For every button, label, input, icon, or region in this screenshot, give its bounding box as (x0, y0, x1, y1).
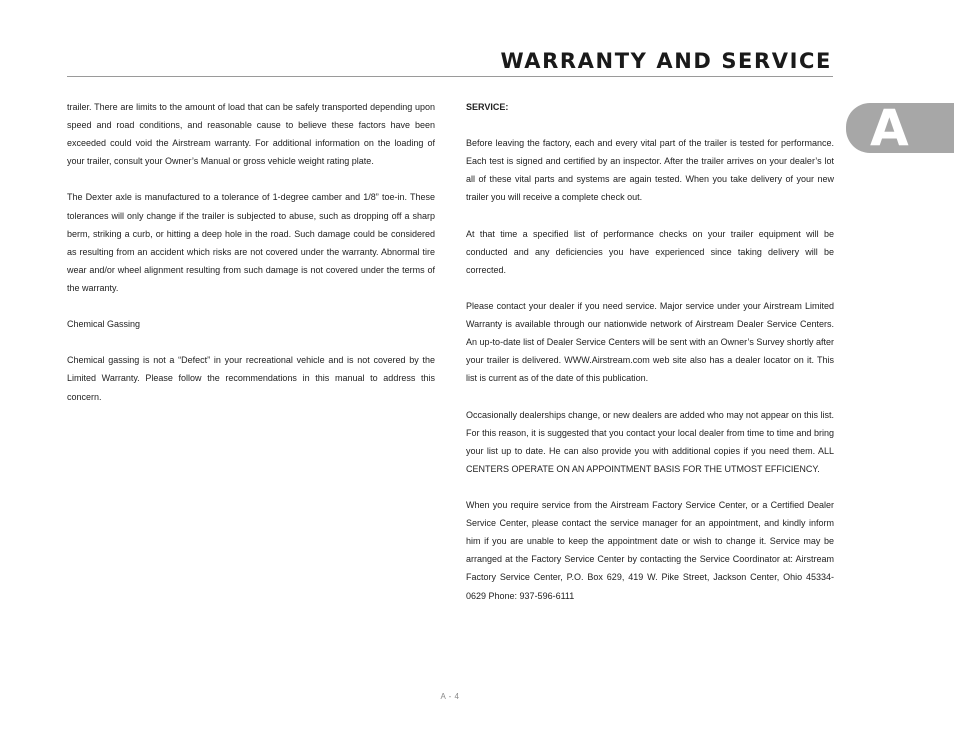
right-column (466, 98, 834, 623)
body-paragraph: Before leaving the factory, each and every vital part of the trailer is tested for performance. Each test is signed and certified by an inspector. After the trailer arrives on your dealer’s lot all of these vital parts and systems are again tested. When you take delivery of your new trailer you will receive a complete check out. (466, 138, 834, 203)
left-column (67, 98, 435, 424)
section-tab-letter: A (870, 99, 909, 157)
section-heading: SERVICE: (466, 102, 509, 112)
page-number: A - 4 (440, 692, 460, 701)
body-paragraph: The Dexter axle is manufactured to a tolerance of 1-degree camber and 1/8” toe-in. These tolerances will only change if the trailer is subjected to abuse, such as dropping off a sharp berm, striking a curb, or hitting a deep hole in the road. Such damage could be considered as resulting from an accident which risks are not covered under the warranty. Abnormal tire wear and/or wheel alignment resulting from such damage is not covered under the terms of the warranty. (67, 192, 435, 293)
body-paragraph: At that time a specified list of performance checks on your trailer equipment will be conducted and any deficiencies you have experienced since taking delivery will be corrected. (466, 228, 834, 275)
page-title: WARRANTY AND SERVICE (500, 49, 832, 73)
body-paragraph: Occasionally dealerships change, or new dealers are added who may not appear on this list. For this reason, it is suggested that you contact your local dealer from time to time and bring your list up to date. He can also provide you with additional copies if you need them. ALL CENTERS OPERATE ON AN APPOINTMENT BASIS FOR THE UTMOST EFFICIENCY. (466, 409, 834, 474)
header-divider (67, 76, 833, 77)
body-paragraph: trailer. There are limits to the amount of load that can be safely transported depending upon speed and road conditions, and reasonable cause to believe these factors have been exceeded could void the Airstream warranty. For additional information on the loading of your trailer, consult your Owner’s Manual or gross vehicle weight rating plate. (67, 102, 435, 167)
body-paragraph: Please contact your dealer if you need service. Major service under your Airstream Limited Warranty is available through our nationwide network of Airstream Dealer Service Centers. An up-to-date list of Dealer Service Centers will be sent with an Owner’s Survey shortly after your trailer is delivered. WWW.Airstream.com web site also has a dealer locator on it. This list is current as of the date of this publication. (466, 301, 834, 384)
body-paragraph: Chemical gassing is not a “Defect” in your recreational vehicle and is not covered by the Limited Warranty. Please follow the recommendations in this manual to address this concern. (67, 355, 435, 402)
subheading: Chemical Gassing (67, 319, 141, 330)
body-paragraph: When you require service from the Airstream Factory Service Center, or a Certified Dealer Service Center, please contact the service manager for an appointment, and kindly inform him if you are unable to keep the appointment date or wish to change it. Service may be arranged at the Factory Service Center by contacting the Service Coordinator at: Airstream Factory Service Center, P.O. Box 629, 419 W. Pike Street, Jackson Center, Ohio 45334-0629 Phone: 937-596-6111 (466, 500, 834, 601)
